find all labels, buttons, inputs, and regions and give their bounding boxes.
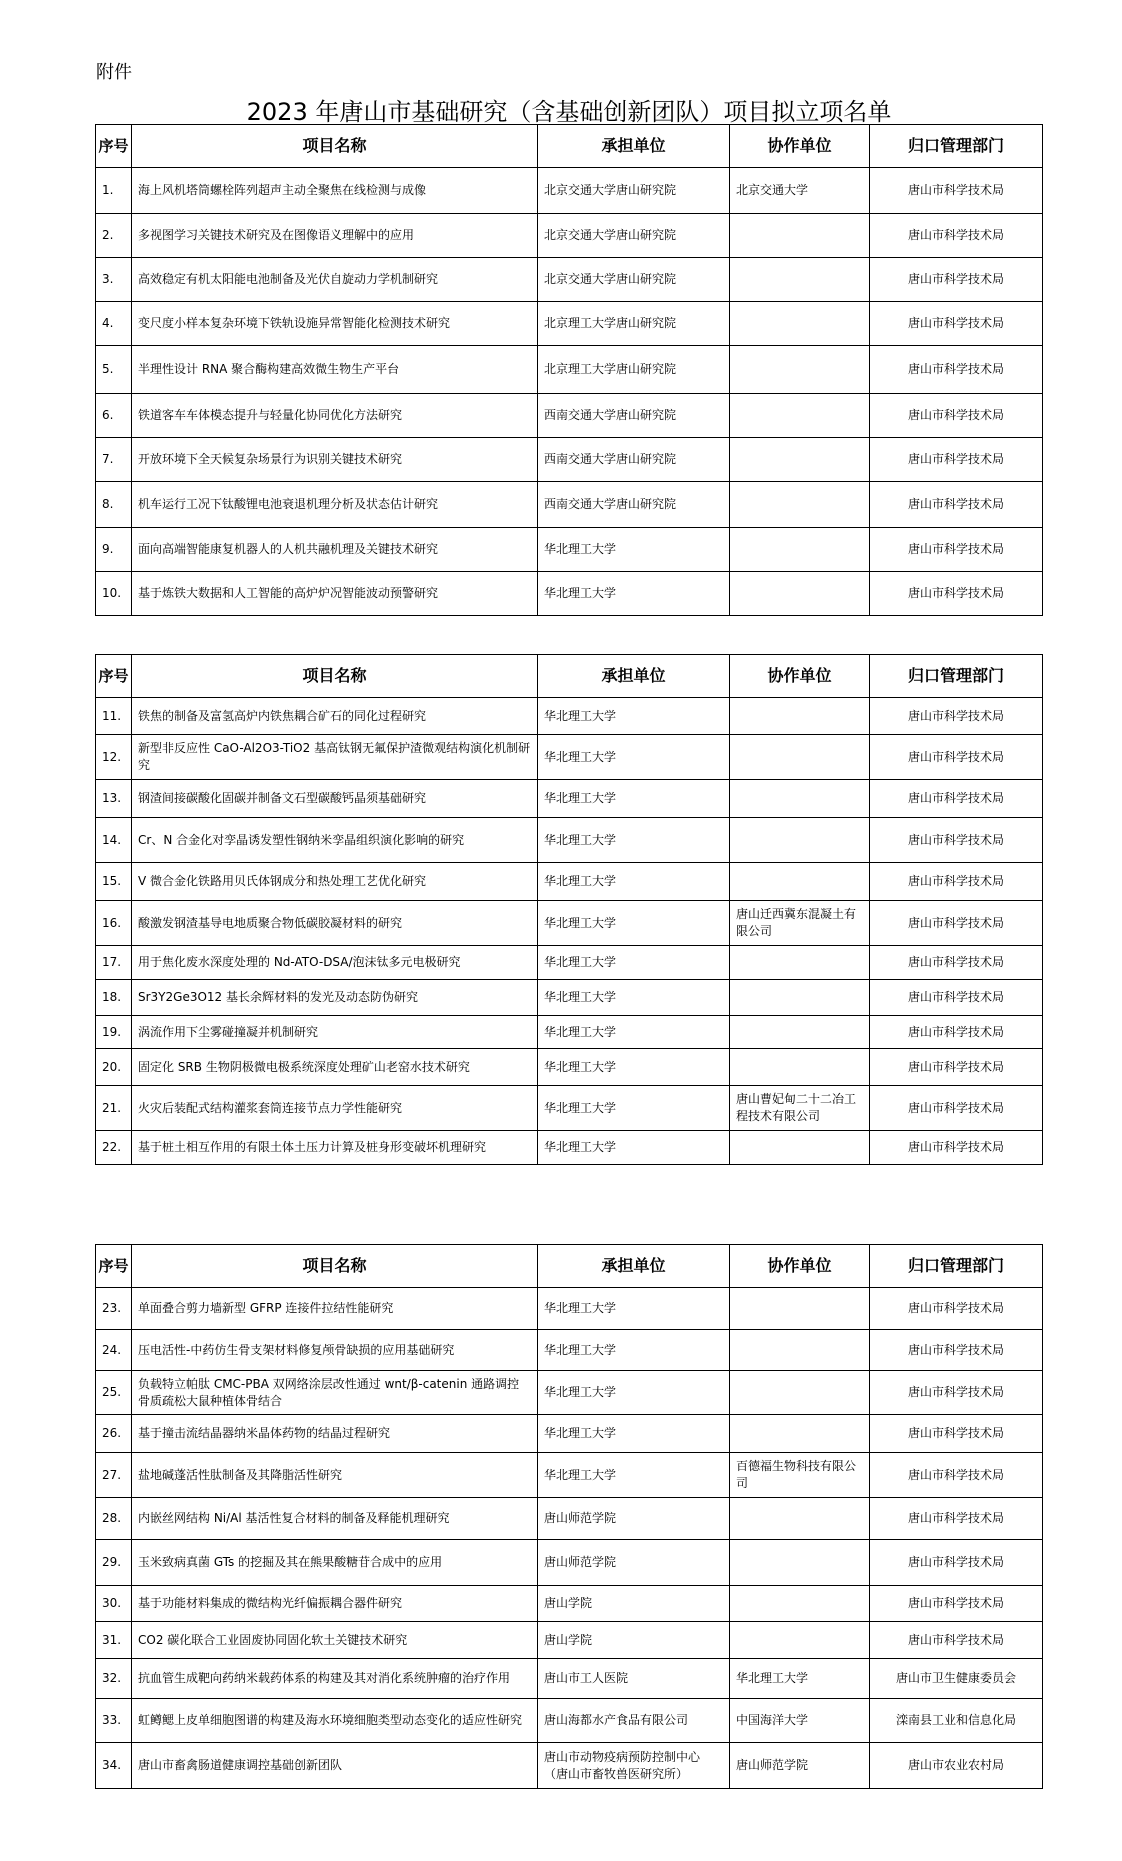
table-row <box>96 1540 1043 1586</box>
table-cell-cooperation-unit <box>730 735 870 780</box>
header-cooperation-unit: 协作单位 <box>730 655 870 698</box>
table-row <box>96 1049 1043 1086</box>
table-cell-department: 唐山市科学技术局 <box>870 1049 1043 1086</box>
table-cell-cooperation-unit <box>730 258 870 302</box>
table-cell-undertaking-unit: 华北理工大学 <box>538 735 730 780</box>
table-cell-number: 3. <box>96 258 132 302</box>
table-cell-cooperation-unit <box>730 698 870 735</box>
table-cell-department: 唐山市卫生健康委员会 <box>870 1659 1043 1699</box>
table-cell-cooperation-unit <box>730 1498 870 1540</box>
header-undertaking-unit: 承担单位 <box>538 125 730 168</box>
table-row <box>96 482 1043 528</box>
table-cell-department: 唐山市科学技术局 <box>870 214 1043 258</box>
table-cell-number: 14. <box>96 818 132 863</box>
table-cell-project-name: Sr3Y2Ge3O12 基长余辉材料的发光及动态防伪研究 <box>132 980 538 1016</box>
table-cell-undertaking-unit: 唐山师范学院 <box>538 1498 730 1540</box>
table-cell-cooperation-unit <box>730 1330 870 1371</box>
header-project-name: 项目名称 <box>132 125 538 168</box>
table-cell-department: 唐山市科学技术局 <box>870 258 1043 302</box>
table-cell-department: 唐山市科学技术局 <box>870 168 1043 214</box>
table-cell-number: 8. <box>96 482 132 528</box>
table-cell-cooperation-unit: 唐山迁西冀东混凝土有限公司 <box>730 901 870 946</box>
table-cell-number: 30. <box>96 1586 132 1622</box>
table-cell-undertaking-unit: 华北理工大学 <box>538 863 730 901</box>
table-cell-number: 27. <box>96 1453 132 1498</box>
table-cell-undertaking-unit: 华北理工大学 <box>538 528 730 572</box>
table-row <box>96 302 1043 346</box>
table-cell-number: 9. <box>96 528 132 572</box>
table-cell-project-name: 铁道客车车体模态提升与轻量化协同优化方法研究 <box>132 394 538 438</box>
table-cell-undertaking-unit: 唐山学院 <box>538 1622 730 1659</box>
table-cell-undertaking-unit: 西南交通大学唐山研究院 <box>538 482 730 528</box>
table-cell-undertaking-unit: 唐山市工人医院 <box>538 1659 730 1699</box>
table-row <box>96 1699 1043 1743</box>
table-cell-undertaking-unit: 华北理工大学 <box>538 698 730 735</box>
table-cell-cooperation-unit <box>730 1371 870 1415</box>
table-cell-cooperation-unit: 百德福生物科技有限公司 <box>730 1453 870 1498</box>
table-cell-project-name: 玉米致病真菌 GTs 的挖掘及其在熊果酸糖苷合成中的应用 <box>132 1540 538 1586</box>
table-row <box>96 1453 1043 1498</box>
table-cell-undertaking-unit: 西南交通大学唐山研究院 <box>538 394 730 438</box>
table-row <box>96 1086 1043 1131</box>
table-cell-undertaking-unit: 北京理工大学唐山研究院 <box>538 346 730 394</box>
table-cell-cooperation-unit <box>730 863 870 901</box>
table-cell-department: 唐山市科学技术局 <box>870 901 1043 946</box>
table-cell-undertaking-unit: 唐山师范学院 <box>538 1540 730 1586</box>
table-row <box>96 1415 1043 1453</box>
table-row <box>96 1659 1043 1699</box>
table-cell-undertaking-unit: 华北理工大学 <box>538 1330 730 1371</box>
table-cell-number: 19. <box>96 1016 132 1049</box>
table-cell-project-name: 基于炼铁大数据和人工智能的高炉炉况智能波动预警研究 <box>132 572 538 616</box>
table-cell-project-name: 多视图学习关键技术研究及在图像语义理解中的应用 <box>132 214 538 258</box>
table-cell-project-name: 变尺度小样本复杂环境下铁轨设施异常智能化检测技术研究 <box>132 302 538 346</box>
table-row <box>96 698 1043 735</box>
table-row <box>96 1743 1043 1789</box>
table-cell-cooperation-unit <box>730 946 870 980</box>
table-cell-cooperation-unit <box>730 572 870 616</box>
table-cell-number: 10. <box>96 572 132 616</box>
header-department: 归口管理部门 <box>870 125 1043 168</box>
table-cell-project-name: Cr、N 合金化对孪晶诱发塑性钢纳米孪晶组织演化影响的研究 <box>132 818 538 863</box>
table-cell-department: 唐山市科学技术局 <box>870 1498 1043 1540</box>
table-cell-project-name: 虹鳟鳃上皮单细胞图谱的构建及海水环境细胞类型动态变化的适应性研究 <box>132 1699 538 1743</box>
table-row <box>96 258 1043 302</box>
table-cell-undertaking-unit: 唐山海都水产食品有限公司 <box>538 1699 730 1743</box>
project-table-1 <box>95 124 1043 616</box>
table-cell-project-name: 钢渣间接碳酸化固碳并制备文石型碳酸钙晶须基础研究 <box>132 780 538 818</box>
table-cell-number: 20. <box>96 1049 132 1086</box>
table-cell-project-name: V 微合金化铁路用贝氏体钢成分和热处理工艺优化研究 <box>132 863 538 901</box>
table-cell-number: 1. <box>96 168 132 214</box>
table-cell-undertaking-unit: 华北理工大学 <box>538 1016 730 1049</box>
table-row <box>96 168 1043 214</box>
table-cell-cooperation-unit <box>730 214 870 258</box>
table-cell-undertaking-unit: 唐山市动物疫病预防控制中心（唐山市畜牧兽医研究所） <box>538 1743 730 1789</box>
table-cell-project-name: 基于撞击流结晶器纳米晶体药物的结晶过程研究 <box>132 1415 538 1453</box>
table-cell-project-name: 盐地碱蓬活性肽制备及其降脂活性研究 <box>132 1453 538 1498</box>
table-cell-undertaking-unit: 华北理工大学 <box>538 1453 730 1498</box>
table-row <box>96 528 1043 572</box>
table-cell-number: 15. <box>96 863 132 901</box>
table-cell-cooperation-unit <box>730 346 870 394</box>
header-seq: 序号 <box>96 655 132 698</box>
page-title: 2023 年唐山市基础研究（含基础创新团队）项目拟立项名单 <box>246 98 892 126</box>
table-row <box>96 214 1043 258</box>
table-cell-cooperation-unit <box>730 1049 870 1086</box>
table-cell-project-name: 酸激发钢渣基导电地质聚合物低碳胶凝材料的研究 <box>132 901 538 946</box>
table-cell-number: 12. <box>96 735 132 780</box>
table-cell-number: 21. <box>96 1086 132 1131</box>
table-cell-project-name: 抗血管生成靶向药纳米载药体系的构建及其对消化系统肿瘤的治疗作用 <box>132 1659 538 1699</box>
table-cell-department: 唐山市科学技术局 <box>870 438 1043 482</box>
table-cell-undertaking-unit: 唐山学院 <box>538 1586 730 1622</box>
table-cell-cooperation-unit <box>730 980 870 1016</box>
header-project-name: 项目名称 <box>132 1245 538 1288</box>
table-row <box>96 1288 1043 1330</box>
header-cooperation-unit: 协作单位 <box>730 1245 870 1288</box>
table-cell-cooperation-unit <box>730 1622 870 1659</box>
table-cell-cooperation-unit <box>730 1131 870 1165</box>
table-cell-project-name: 固定化 SRB 生物阴极微电极系统深度处理矿山老窑水技术研究 <box>132 1049 538 1086</box>
table-row <box>96 1016 1043 1049</box>
table-cell-department: 唐山市科学技术局 <box>870 780 1043 818</box>
table-cell-number: 34. <box>96 1743 132 1789</box>
table-cell-undertaking-unit: 华北理工大学 <box>538 572 730 616</box>
table-cell-department: 唐山市科学技术局 <box>870 946 1043 980</box>
table-cell-department: 唐山市科学技术局 <box>870 1415 1043 1453</box>
table-row <box>96 946 1043 980</box>
table-row <box>96 901 1043 946</box>
table-cell-undertaking-unit: 华北理工大学 <box>538 1415 730 1453</box>
table-cell-cooperation-unit: 中国海洋大学 <box>730 1699 870 1743</box>
table-cell-number: 25. <box>96 1371 132 1415</box>
table-cell-undertaking-unit: 华北理工大学 <box>538 901 730 946</box>
table-row <box>96 394 1043 438</box>
header-department: 归口管理部门 <box>870 655 1043 698</box>
table-row <box>96 1622 1043 1659</box>
table-cell-undertaking-unit: 华北理工大学 <box>538 1131 730 1165</box>
header-undertaking-unit: 承担单位 <box>538 655 730 698</box>
table-cell-number: 33. <box>96 1699 132 1743</box>
table-cell-number: 2. <box>96 214 132 258</box>
table-cell-project-name: 机车运行工况下钛酸锂电池衰退机理分析及状态估计研究 <box>132 482 538 528</box>
table-cell-number: 24. <box>96 1330 132 1371</box>
table-cell-cooperation-unit: 北京交通大学 <box>730 168 870 214</box>
table-cell-cooperation-unit: 华北理工大学 <box>730 1659 870 1699</box>
header-seq: 序号 <box>96 1245 132 1288</box>
table-row <box>96 735 1043 780</box>
table-cell-department: 唐山市科学技术局 <box>870 394 1043 438</box>
table-row <box>96 1586 1043 1622</box>
table-cell-cooperation-unit <box>730 1016 870 1049</box>
table-cell-cooperation-unit: 唐山曹妃甸二十二冶工程技术有限公司 <box>730 1086 870 1131</box>
table-cell-cooperation-unit <box>730 818 870 863</box>
table-cell-project-name: 火灾后装配式结构灌浆套筒连接节点力学性能研究 <box>132 1086 538 1131</box>
table-cell-department: 唐山市科学技术局 <box>870 1086 1043 1131</box>
table-cell-number: 18. <box>96 980 132 1016</box>
table-cell-department: 唐山市科学技术局 <box>870 1131 1043 1165</box>
table-row <box>96 780 1043 818</box>
table-cell-number: 4. <box>96 302 132 346</box>
table-cell-project-name: 内嵌丝网结构 Ni/Al 基活性复合材料的制备及释能机理研究 <box>132 1498 538 1540</box>
table-cell-number: 17. <box>96 946 132 980</box>
table-cell-department: 唐山市科学技术局 <box>870 482 1043 528</box>
table-cell-number: 13. <box>96 780 132 818</box>
table-cell-department: 唐山市科学技术局 <box>870 572 1043 616</box>
table-cell-department: 唐山市科学技术局 <box>870 1330 1043 1371</box>
table-cell-cooperation-unit: 唐山师范学院 <box>730 1743 870 1789</box>
header-undertaking-unit: 承担单位 <box>538 1245 730 1288</box>
table-cell-number: 28. <box>96 1498 132 1540</box>
table-row <box>96 980 1043 1016</box>
table-cell-project-name: 基于功能材料集成的微结构光纤偏振耦合器件研究 <box>132 1586 538 1622</box>
table-cell-number: 22. <box>96 1131 132 1165</box>
table-row <box>96 1330 1043 1371</box>
table-cell-cooperation-unit <box>730 1586 870 1622</box>
table-cell-number: 32. <box>96 1659 132 1699</box>
table-cell-cooperation-unit <box>730 1288 870 1330</box>
table-cell-project-name: 半理性设计 RNA 聚合酶构建高效微生物生产平台 <box>132 346 538 394</box>
header-cooperation-unit: 协作单位 <box>730 125 870 168</box>
table-row <box>96 1371 1043 1415</box>
table-cell-undertaking-unit: 华北理工大学 <box>538 1049 730 1086</box>
table-cell-cooperation-unit <box>730 528 870 572</box>
table-row <box>96 818 1043 863</box>
table-cell-project-name: 单面叠合剪力墙新型 GFRP 连接件拉结性能研究 <box>132 1288 538 1330</box>
table-row <box>96 438 1043 482</box>
table-cell-cooperation-unit <box>730 394 870 438</box>
table-cell-undertaking-unit: 华北理工大学 <box>538 818 730 863</box>
table-cell-project-name: CO2 碳化联合工业固废协同固化软土关键技术研究 <box>132 1622 538 1659</box>
table-cell-cooperation-unit <box>730 1540 870 1586</box>
table-cell-project-name: 新型非反应性 CaO-Al2O3-TiO2 基高钛钢无氟保护渣微观结构演化机制研究 <box>132 735 538 780</box>
table-cell-cooperation-unit <box>730 1415 870 1453</box>
table-cell-cooperation-unit <box>730 302 870 346</box>
table-cell-project-name: 高效稳定有机太阳能电池制备及光伏自旋动力学机制研究 <box>132 258 538 302</box>
table-cell-department: 唐山市科学技术局 <box>870 980 1043 1016</box>
table-cell-cooperation-unit <box>730 438 870 482</box>
table-cell-department: 唐山市科学技术局 <box>870 863 1043 901</box>
table-cell-department: 唐山市科学技术局 <box>870 1540 1043 1586</box>
table-cell-project-name: 用于焦化废水深度处理的 Nd-ATO-DSA/泡沫钛多元电极研究 <box>132 946 538 980</box>
table-cell-project-name: 压电活性-中药仿生骨支架材料修复颅骨缺损的应用基础研究 <box>132 1330 538 1371</box>
table-cell-undertaking-unit: 西南交通大学唐山研究院 <box>538 438 730 482</box>
table-cell-project-name: 涡流作用下尘雾碰撞凝并机制研究 <box>132 1016 538 1049</box>
table-row <box>96 1131 1043 1165</box>
table-cell-number: 11. <box>96 698 132 735</box>
table-cell-undertaking-unit: 北京理工大学唐山研究院 <box>538 302 730 346</box>
table-cell-undertaking-unit: 北京交通大学唐山研究院 <box>538 214 730 258</box>
table-row <box>96 346 1043 394</box>
table-cell-department: 唐山市科学技术局 <box>870 1622 1043 1659</box>
header-department: 归口管理部门 <box>870 1245 1043 1288</box>
table-cell-number: 5. <box>96 346 132 394</box>
table-cell-undertaking-unit: 华北理工大学 <box>538 946 730 980</box>
table-cell-cooperation-unit <box>730 780 870 818</box>
table-cell-project-name: 面向高端智能康复机器人的人机共融机理及关键技术研究 <box>132 528 538 572</box>
table-cell-department: 唐山市科学技术局 <box>870 528 1043 572</box>
table-cell-department: 唐山市科学技术局 <box>870 1016 1043 1049</box>
table-cell-number: 23. <box>96 1288 132 1330</box>
table-cell-project-name: 海上风机塔筒螺栓阵列超声主动全聚焦在线检测与成像 <box>132 168 538 214</box>
table-cell-department: 唐山市科学技术局 <box>870 302 1043 346</box>
table-cell-undertaking-unit: 华北理工大学 <box>538 980 730 1016</box>
table-cell-number: 31. <box>96 1622 132 1659</box>
table-row <box>96 572 1043 616</box>
project-table-2 <box>95 654 1043 1165</box>
table-cell-undertaking-unit: 华北理工大学 <box>538 1086 730 1131</box>
table-cell-number: 7. <box>96 438 132 482</box>
table-cell-number: 6. <box>96 394 132 438</box>
header-seq: 序号 <box>96 125 132 168</box>
table-cell-project-name: 负载特立帕肽 CMC-PBA 双网络涂层改性通过 wnt/β-catenin 通路调控骨质疏松大鼠种植体骨结合 <box>132 1371 538 1415</box>
table-cell-undertaking-unit: 北京交通大学唐山研究院 <box>538 258 730 302</box>
table-cell-project-name: 开放环境下全天候复杂场景行为识别关键技术研究 <box>132 438 538 482</box>
table-cell-department: 唐山市科学技术局 <box>870 1586 1043 1622</box>
table-cell-cooperation-unit <box>730 482 870 528</box>
table-row <box>96 1498 1043 1540</box>
table-cell-number: 26. <box>96 1415 132 1453</box>
table-cell-project-name: 唐山市畜禽肠道健康调控基础创新团队 <box>132 1743 538 1789</box>
table-cell-department: 唐山市科学技术局 <box>870 1288 1043 1330</box>
table-cell-department: 唐山市科学技术局 <box>870 1453 1043 1498</box>
table-cell-department: 唐山市科学技术局 <box>870 818 1043 863</box>
attachment-label: 附件 <box>96 62 132 83</box>
table-cell-department: 唐山市科学技术局 <box>870 735 1043 780</box>
table-cell-project-name: 基于桩土相互作用的有限土体土压力计算及桩身形变破坏机理研究 <box>132 1131 538 1165</box>
table-cell-department: 唐山市科学技术局 <box>870 1371 1043 1415</box>
table-cell-number: 16. <box>96 901 132 946</box>
table-cell-department: 唐山市科学技术局 <box>870 346 1043 394</box>
table-cell-project-name: 铁焦的制备及富氢高炉内铁焦耦合矿石的同化过程研究 <box>132 698 538 735</box>
project-table-3 <box>95 1244 1043 1789</box>
table-cell-department: 唐山市农业农村局 <box>870 1743 1043 1789</box>
header-project-name: 项目名称 <box>132 655 538 698</box>
table-row <box>96 863 1043 901</box>
table-cell-number: 29. <box>96 1540 132 1586</box>
table-cell-undertaking-unit: 华北理工大学 <box>538 1288 730 1330</box>
table-cell-department: 唐山市科学技术局 <box>870 698 1043 735</box>
table-cell-undertaking-unit: 华北理工大学 <box>538 1371 730 1415</box>
table-cell-department: 滦南县工业和信息化局 <box>870 1699 1043 1743</box>
table-cell-undertaking-unit: 北京交通大学唐山研究院 <box>538 168 730 214</box>
table-cell-undertaking-unit: 华北理工大学 <box>538 780 730 818</box>
